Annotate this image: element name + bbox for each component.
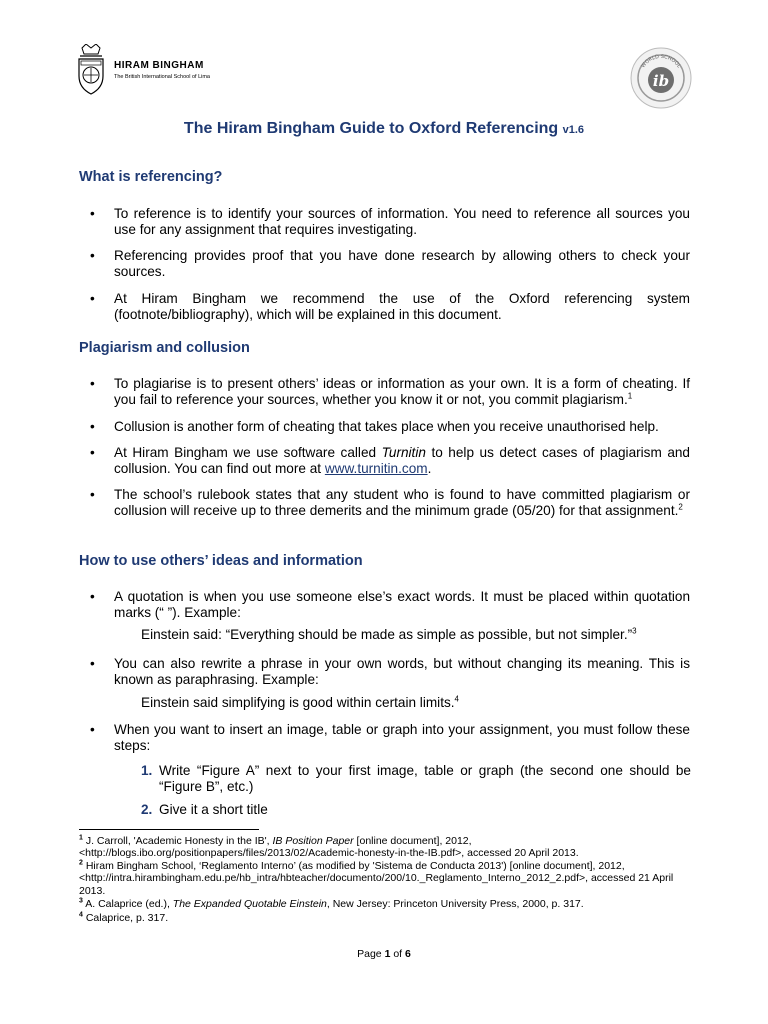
ib-world-school-logo [629, 46, 693, 110]
svg-text:ib: ib [652, 72, 670, 90]
bullet-text: The school’s rulebook states that any student who is found to have committed plagiarism or collusion will receive up to three demerits and the minimum grade (05/20) for that assignment.$^2$ [114, 487, 690, 519]
footnote-ref[interactable]: 4 [454, 694, 459, 704]
section-heading-using-ideas: How to use others’ ideas and information [79, 553, 363, 569]
bullet-text: At Hiram Bingham we recommend the use of the Oxford referencing system (footnote/bibliography), which will be explained in this document. [114, 291, 690, 323]
bullet-text: To reference is to identify your sources of information. You need to reference all sources you use for any assignment that requires investigating. [114, 206, 690, 238]
step-number: 1. [141, 763, 153, 778]
footnote-1: $^1$ J. Carroll, 'Academic Honesty in the IB', IB Position Paper [online document], 2012, <http://blogs.ibo.org/positionpapers/files/2013/02/Academic-honesty-in-the-IB.pdf>, accessed 20 April 2013. [79, 834, 579, 860]
step-number: 2. [141, 802, 153, 817]
footnote-3: $^3$ A. Calaprice (ed.), The Expanded Quotable Einstein, New Jersey: Princeton University Press, 2000, p. 317. [79, 897, 584, 910]
bullet-text: Referencing provides proof that you have done research by allowing others to check your sources. [114, 248, 690, 280]
bullet-text: A quotation is when you use someone else’s exact words. It must be placed within quotation marks (“ ”). Example: [114, 589, 690, 621]
section-heading-referencing: What is referencing? [79, 169, 223, 185]
footnote-4: $^4$ Calaprice, p. 317. [79, 911, 169, 924]
bullet-text: At Hiram Bingham we use software called Turnitin to help us detect cases of plagiarism and collusion. You can find out more at www.turnitin.com. [114, 445, 690, 477]
page-number: Page 1 of 6 [357, 948, 411, 960]
document-page: HIRAM BINGHAM The British International School of Lima ib WORLD SCHOOL The Hiram Bingham Guide to Oxford Referencing v1.6 What is referencing? • To reference is to identify your sources of information. You need to reference all sources you use for any assignment that requires investigating. • Referencing provides proof that you have done research by allowing others to check your sources. • At Hiram Bingham we recommend the use of the Oxford referencing system (footnote/bibliography), which will be explained in this document. Plagiarism and collusion • To plagiarise is to present others’ ideas or information as your own. It is a form of cheating. If you fail to reference your sources, whether you know it or not, you commit plagiarism.$^1$ • Collusion is another form of cheating that takes place when you receive unauthorised help. • At Hiram Bingham we use software called Turnitin to help us detect cases of plagiarism and collusion. You can find out more at www.turnitin.com. • The school’s rulebook states that any student who is found to have committed plagiarism or collusion will receive up to three demerits and the minimum grade (05/20) for that assignment.$^2$ How to use others’ ideas and information • A quotation is when you use someone else’s exact words. It must be placed within quotation marks (“ ”). Example: Einstein said: “Everything should be made as simple as possible, but not simpler.”$^3$ • You can also rewrite a phrase in your own words, but without changing its meaning. This is known as paraphrasing. Example: Einstein said simplifying is good within certain limits.$^4$ • When you want to insert an image, table or graph into your assignment, you must follow these steps: 1. Write “Figure A” next to your first image, table or graph (the second one should be “Figure B”, etc.) 2. Give it a short title $^1$ J. Carroll, 'Academic Honesty in the IB', IB Position Paper [online document], 2012, <http://blogs.ibo.org/positionpapers/files/2013/02/Academic-honesty-in-the-IB.pdf>, accessed 20 April 2013. $^2$ Hiram Bingham School, ‘Reglamento Interno’ (as modified by 'Sistema de Conducta 2013') [online document], 2012, <http://intra.hirambingham.edu.pe/hb_intra/hbteacher/documento/200/10._Reglamento_Interno_2012_2.pdf>, accessed 21 April 2013. $^3$ A. Calaprice (ed.), The Expanded Quotable Einstein, New Jersey: Princeton University Press, 2000, p. 317. $^4$ Calaprice, p. 317. Page 1 of 6 [0, 0, 768, 1024]
footnote-2: $^2$ Hiram Bingham School, ‘Reglamento Interno’ (as modified by 'Sistema de Conducta 2013') [online document], 2012, <http://intra.hirambingham.edu.pe/hb_intra/hbteacher/documento/200/10._Reglamento_Interno_2012_2.pdf>, accessed 21 April 2013. [79, 859, 674, 897]
school-logo [74, 44, 214, 96]
title-main: The Hiram Bingham Guide to Oxford Referencing [183, 120, 559, 137]
quotation-example: Einstein said: “Everything should be made as simple as possible, but not simpler.”$^3$ [141, 626, 637, 642]
ib-logo-text: WORLD SCHOOL [640, 53, 682, 70]
turnitin-link[interactable]: www.turnitin.com [324, 461, 428, 477]
school-tagline: The British International School of Lima [114, 74, 210, 80]
footnote-ref[interactable]: 3 [632, 626, 637, 636]
section-heading-plagiarism: Plagiarism and collusion [79, 340, 250, 356]
step-text: Write “Figure A” next to your first image, table or graph (the second one should be “Figure B”, etc.) [159, 763, 691, 795]
bullet-text: You can also rewrite a phrase in your own words, but without changing its meaning. This is known as paraphrasing. Example: [114, 656, 690, 688]
document-title [0, 120, 768, 138]
bullet-text: To plagiarise is to present others’ ideas or information as your own. It is a form of cheating. If you fail to reference your sources, whether you know it or not, you commit plagiarism.$^1$ [114, 376, 690, 408]
step-text: Give it a short title [159, 802, 268, 817]
footnote-ref[interactable]: 1 [627, 391, 633, 401]
school-crest-icon [74, 44, 108, 96]
school-name: HIRAM BINGHAM [114, 60, 204, 71]
footnote-separator [79, 829, 259, 830]
bullet-text: Collusion is another form of cheating that takes place when you receive unauthorised help. [114, 419, 659, 434]
title-version: v1.6 [562, 124, 585, 136]
paraphrase-example: Einstein said simplifying is good within certain limits.$^4$ [141, 694, 459, 710]
footnote-ref[interactable]: 2 [678, 502, 683, 512]
bullet-text: When you want to insert an image, table or graph into your assignment, you must follow these steps: [114, 722, 690, 754]
